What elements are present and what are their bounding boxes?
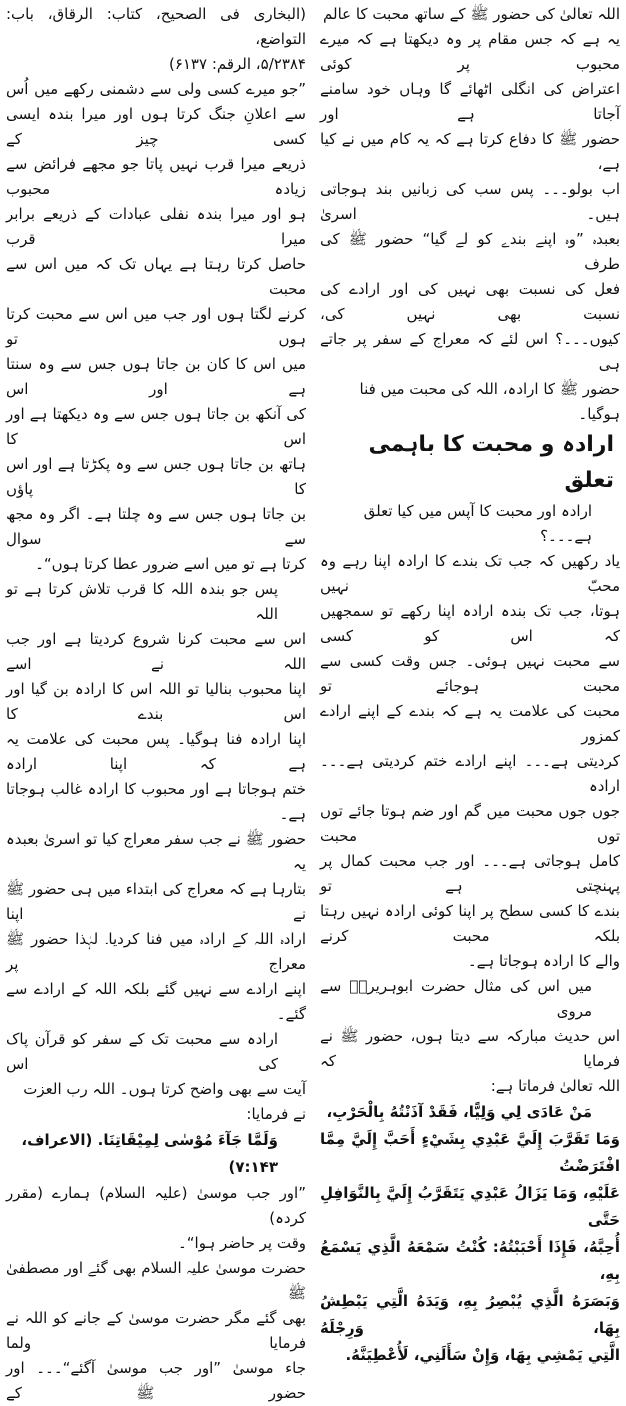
citation-line: ۵/۲۳۸۴، الرقم: ۶۱۳۷)	[168, 55, 306, 73]
section-heading: ارادہ و محبت کا باہمی تعلق	[368, 432, 614, 493]
text-line: اعتراض کی انگلی اٹھائے گا وہاں خود سامنے آجاتا ہے اور	[320, 80, 620, 123]
text-line: والے کا ارادہ ہوجاتا ہے۔	[467, 952, 620, 970]
text-line: اپنا محبوب بنالیا تو اللہ اس کا ارادہ بن گیا اور اس بندے کا	[6, 680, 306, 723]
text-line: بتارہا ہے کہ معراج کی ابتداء میں ہی حضور ﷺ نے اپنا	[6, 880, 306, 923]
text-line: ارادہ سے محبت تک کے سفر کو قرآن پاک کی اس	[6, 1030, 278, 1073]
text-line: ہوتا، جب تک بندہ ارادہ اپنا رکھے تو سمجھیں کہ اس کو کسی	[320, 602, 620, 645]
text-line: میں اس کی مثال حضرت ابوہریرہؓ سے مروی	[320, 977, 592, 1020]
text-line: اللہ تعالیٰ کی حضور ﷺ کے ساتھ محبت کا عالم	[323, 5, 620, 23]
text-line: محبت کی علامت یہ ہے کہ بندے کے اپنے ارادے کمزور	[320, 702, 620, 745]
left-column	[6, 0, 306, 1402]
text-line: ختم ہوجاتا ہے اور محبوب کا ارادہ غالب ہوجاتا ہے۔	[6, 780, 306, 823]
text-line: اس سے محبت کرنا شروع کردیتا ہے اور جب اللہ نے اسے	[6, 630, 306, 673]
quran-verse-line: وَلَمَّا جَآءَ مُوْسٰى لِمِيْقَاتِنَا. (الاعراف، ۷:۱۴۳)	[21, 1131, 278, 1176]
text-line: اس حدیث مبارکہ سے دیتا ہوں، حضور ﷺ نے فرمایا کہ	[320, 1027, 620, 1070]
text-line: پس جو بندہ اللہ کا قرب تلاش کرتا ہے تو اللہ	[6, 580, 278, 623]
text-line: کامل ہوجاتی ہے۔۔۔ اور جب محبت کمال پر پہنچتی ہے تو	[320, 852, 620, 895]
text-line: فعل کی نسبت بھی نہیں کی اور ارادے کی نسبت بھی نہیں کی،	[320, 280, 620, 323]
text-line: آیت سے بھی واضح کرتا ہوں۔ اللہ رب العزت نے فرمایا:	[23, 1080, 306, 1123]
text-line: حضور ﷺ نے جب سفر معراج کیا تو اسریٰ بعبدہ یہ	[6, 830, 306, 873]
text-line: ارادہ اور محبت کا آپس میں کیا تعلق ہے۔۔۔؟	[363, 502, 592, 545]
text-line: ذریعے میرا قرب نہیں پاتا جو مجھے فرائض سے زیادہ محبوب	[6, 155, 306, 198]
text-line: کردیتی ہے۔۔۔ اپنے ارادے ختم کردیتی ہے۔۔۔ ارادہ	[320, 752, 620, 795]
right-column	[320, 0, 620, 1364]
text-line: اللہ تعالیٰ فرماتا ہے:	[490, 1077, 620, 1095]
text-line: کی آنکھ بن جاتا ہوں جس سے وہ دیکھتا ہے اور اس کا	[6, 405, 306, 448]
text-line: بندے کا کسی سطح پر اپنا کوئی ارادہ نہیں رہتا بلکہ محبت کرنے	[320, 902, 620, 945]
text-line: اب بولو۔۔۔ پس سب کی زبانیں بند ہوجاتی ہیں۔ اسریٰ	[320, 180, 620, 223]
text-line: بعبدہ ”وہ اپنے بندے کو لے گیا“ حضور ﷺ کی طرف	[320, 230, 620, 273]
text-line: اپنے ارادے سے نہیں گئے بلکہ اللہ کے ارادے سے گئے۔	[6, 980, 306, 1023]
citation-line: (البخاری فی الصحیح، کتاب: الرقاق، باب: التواضع،	[6, 5, 306, 48]
text-line: ہاتھ بن جاتا ہوں جس سے وہ پکڑتا ہے اور اس کا پاؤں	[6, 455, 306, 498]
text-line: جاء موسیٰ ”اور جب موسیٰ آگئے“۔۔۔ اور حضور ﷺ کے	[6, 1359, 306, 1402]
text-line: یاد رکھیں کہ جب تک بندے کا ارادہ اپنا رہے وہ محبّ نہیں	[320, 552, 620, 595]
text-line: جوں جوں محبت میں گم اور ضم ہوتا جائے توں توں محبت	[320, 802, 620, 845]
text-line: حضور ﷺ کا دفاع کرتا ہے کہ یہ کام میں نے کیا ہے،	[320, 130, 620, 173]
text-line: وقت پر حاضر ہوا“۔	[177, 1234, 306, 1252]
arabic-hadith-line: وَبَصَرَهُ الَّذِي يُبْصِرُ بِهِ، وَيَدَهُ الَّتِي يَبْطِشُ بِهَا، وَرِجْلَهُ	[320, 1292, 620, 1337]
text-line: سے محبت نہیں ہوئی۔ جس وقت کسی سے محبت ہوجائے تو	[320, 652, 620, 695]
arabic-hadith-line: عَلَيْهِ، وَمَا يَزَالُ عَبْدِي يَتَقَرَّبُ إِلَيَّ بِالنَّوَافِلِ حَتَّى	[320, 1184, 620, 1229]
text-line: ارادہ اللہ کے ارادہ میں فنا کردیا۔ لہٰذا حضور ﷺ معراج پر	[6, 930, 306, 973]
arabic-hadith-line: مَنْ عَادَى لِي وَلِيًّا، فَقَدْ آذَنْتُهُ بِالْحَرْبِ،	[326, 1103, 592, 1121]
text-line: حضرت موسیٰ علیہ السلام بھی گئے اور مصطفیٰ ﷺ	[6, 1259, 306, 1302]
text-line: ”اور جب موسیٰ (علیہ السلام) ہمارے (مقرر کردہ)	[6, 1184, 306, 1227]
text-line: حاصل کرتا رہتا ہے یہاں تک کہ میں اس سے محبت	[6, 255, 306, 298]
arabic-hadith-line: أُحِبَّهُ، فَإِذَا أَحْبَبْتُهُ: كُنْتُ سَمْعَهُ الَّذِي يَسْمَعُ بِهِ،	[320, 1238, 620, 1283]
arabic-hadith-line: الَّتِي يَمْشِي بِهَا، وَإِنْ سَأَلَنِي، لَأُعْطِيَنَّهُ.	[345, 1346, 620, 1364]
text-line: ہو اور میرا بندہ نفلی عبادات کے ذریعے برابر میرا قرب	[6, 205, 306, 248]
text-line: کرنے لگتا ہوں اور جب میں اس سے محبت کرتا ہوں تو	[6, 305, 306, 348]
text-line: بھی گئے مگر حضرت موسیٰ کے جانے کو اللہ نے فرمایا ولما	[6, 1309, 306, 1352]
arabic-hadith-line: وَمَا تَقَرَّبَ إِلَيَّ عَبْدِي بِشَيْءٍ أَحَبَّ إِلَيَّ مِمَّا افْتَرَضْتُ	[320, 1130, 620, 1175]
text-line: کیوں۔۔۔؟ اس لئے کہ معراج کے سفر پر جاتے ہی	[320, 330, 620, 373]
text-line: اپنا ارادہ فنا ہوگیا۔ پس محبت کی علامت یہ ہے کہ اپنا ارادہ	[6, 730, 306, 773]
text-line: سے اعلانِ جنگ کرتا ہوں اور میرا بندہ ایسی کسی چیز کے	[6, 105, 306, 148]
text-line: بن جاتا ہوں جس سے وہ چلتا ہے۔ اگر وہ مجھ سے سوال	[6, 505, 306, 548]
text-line: میں اس کا کان بن جاتا ہوں جس سے وہ سنتا ہے اور اس	[6, 355, 306, 398]
text-line: یہ ہے کہ جس مقام پر وہ دیکھتا ہے کہ میرے محبوب پر کوئی	[320, 30, 620, 73]
text-line: حضور ﷺ کا ارادہ، اللہ کی محبت میں فنا ہوگیا۔	[359, 380, 620, 423]
text-line: کرتا ہے تو میں اسے ضرور عطا کرتا ہوں“۔	[35, 555, 306, 573]
text-line: ”جو میرے کسی ولی سے دشمنی رکھے میں اُس	[6, 80, 306, 98]
